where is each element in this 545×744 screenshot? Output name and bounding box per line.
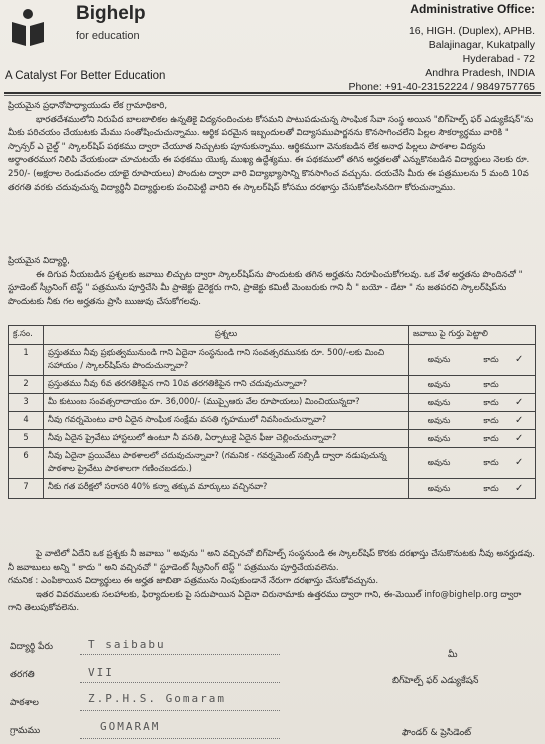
question-text: ప్రస్తుతము నీవు ప్రభుత్వమునుండి గాని ఏదైనా సంస్థనుండి గాని సంవత్సరమునకు రూ. 500/-లకు మించి సహాయం / స్కాలర్‌షిప్‌ను పొందుచున్నావా? xyxy=(44,345,409,376)
sign-founder: ఫౌండర్ & ప్రెసిడెంట్ xyxy=(402,728,472,738)
answer-cell[interactable] xyxy=(409,430,536,448)
question-number: 7 xyxy=(9,479,44,499)
eligibility-paragraph: పై వాటిలో ఏదేని ఒక ప్రశ్నకు నీ జవాబు " అవును " అని వచ్చినచో బిగ్‌హెల్ప్ సంస్థనుండి ఈ స్కాలర్‌షిప్ కొరకు దరఖాస్తు చేసుకొనుటకు నీవు అనర్హుడవు. నీ జవాబులు అన్ని " కాదు " అని వచ్చినచో " స్టూడెంట్ స్క్రీనింగ్ టెస్ట్ " పత్రమును పూర్తిచేయవలెను. xyxy=(8,549,536,573)
name-dotted-line xyxy=(80,654,280,655)
village-dotted-line xyxy=(80,738,280,739)
answer-no-option[interactable]: కాదు xyxy=(483,458,499,467)
questions-table xyxy=(8,325,536,499)
table-row xyxy=(9,376,536,394)
question-number: 1 xyxy=(9,345,44,376)
office-line: 16, HIGH. (Duplex), APHB. xyxy=(408,25,535,37)
office-line: Andhra Pradesh, INDIA xyxy=(425,67,535,79)
answer-cell[interactable] xyxy=(409,345,536,376)
answer-yes-option[interactable]: అవును xyxy=(427,415,451,425)
check-mark-icon: ✓ xyxy=(515,432,524,444)
check-mark-icon: ✓ xyxy=(515,414,524,426)
student-name-label: విద్యార్థి పేరు xyxy=(10,642,53,652)
office-address xyxy=(335,2,535,94)
col-answer-header: జవాబు పై గుర్తు పెట్టాలి xyxy=(409,326,536,345)
table-row xyxy=(9,479,536,499)
col-number-header: క్ర.సం. xyxy=(9,326,44,345)
intro-section xyxy=(8,100,536,195)
note-paragraph: గమనిక : ఎంపికాయిన విద్యార్థులు ఈ అర్హత జాబితా పత్రమును నింపుకుండానే నేరుగా దరఖాస్తు చేసుకోవచ్చును. xyxy=(8,576,379,587)
answer-yes-option[interactable]: అవును xyxy=(427,355,451,364)
answer-cell[interactable] xyxy=(409,376,536,394)
answer-no-option[interactable]: కాదు xyxy=(483,355,499,364)
answer-no-option[interactable]: కాదు xyxy=(483,397,499,407)
school-label: పాఠశాల xyxy=(10,698,39,708)
answer-no-option[interactable]: కాదు xyxy=(483,433,499,443)
office-title: Administrative Office: xyxy=(410,2,535,16)
question-number: 5 xyxy=(9,430,44,448)
check-mark-icon: ✓ xyxy=(515,396,524,408)
answer-no-option[interactable]: కాదు xyxy=(483,415,499,425)
school-dotted-line xyxy=(80,710,280,711)
salutation: ప్రియమైన ప్రధానోపాధ్యాయుడు లేక గ్రామాధికారి, xyxy=(8,101,168,111)
check-mark-icon: ✓ xyxy=(515,354,524,365)
answer-no-option[interactable]: కాదు xyxy=(483,379,499,389)
student-paragraph: ఈ దిగువ నీయబడిన ప్రశ్నలకు జవాబు లిచ్చుట ద్వారా స్కాలర్‌షిప్‌ను పొందుటకు తగిన అర్హతను నిరూపించుకోగలవు. ఒక వేళ అర్హతను పొందినచో " స్టూడెంట్ స్క్రీనింగ్ టెస్ట్ " పత్రమును పూర్తిచేసి మీ ప్రాజెక్టు డైరెక్టరు గాని, ప్రాజెక్టు కమిటీ మెంబరుకు గాని నీ " బయో - డేటా " ను జతపరచి స్కాలర్‌షిప్‌ను పొందుటకు నీకు గల అర్హతను ప్రాసి ఋజువు చేసుకోగలవు. xyxy=(8,269,523,307)
brand-subtitle: for education xyxy=(76,30,140,42)
tagline: A Catalyst For Better Education xyxy=(5,70,166,82)
sign-organisation: బిగ్‌హెల్ప్ ఫర్ ఎడ్యుకేషన్ xyxy=(392,676,479,686)
intro-paragraph: భారతదేశములోని నిరుపేద బాలబాలికల ఉన్నతికై విద్యనందించుట కోసమని పాటుపడుచున్న సాంఘిక సేవా సంస్థ అయిన "బిగ్‌హెల్ప్ ఫర్ ఎడ్యుకేషన్"ను మీకు పరిచయం చేయుటకు మేము సంతోషించుచున్నాము. ఆర్థిక పరమైన ఇబ్బందులతో విద్యాసముపార్జనను కొనసాగించలేని పిల్లల సౌకర్యార్ధము వారికి " స్పాన్సర్ ఎ చైల్డ్ " స్కాలర్‌షిప్ పథకము ద్వారా చేయూత నిచ్చుటకు పూనుకున్నాము. ఆర్థికముగా వెనుకబడిన లేక అనాధ పిల్లలు పాఠశాల విద్యను అర్ధాంతరముగ నిలిపి వేయకుండా చూచుటయే ఈ పథకము యొక్క ముఖ్య ఉద్దేశ్యము. ఈ పథకములో తగిన అర్హతలతో ఎన్నుకొనబడిన విద్యార్థులు నెలకు రూ. 250/- (అక్షరాల రెండువందల యాభై రూపాయలు) పొందుట ద్వారా వారి విద్యాభ్యాసాన్ని కొనసాగించ వచ్చును. దయచేసి మీరు ఈ పత్రములను 5 మంది 10వ తరగతి వరకు చదువుచున్న విద్యార్థినీ విద్యార్థులకు పంచిపెట్టి వారిని ఈ స్కాలర్‌షిప్ కోసము దరఖాస్తు చేసుకోవలసినదిగా కోరుచున్నాము. xyxy=(8,114,534,193)
check-mark-icon: ✓ xyxy=(515,482,524,494)
answer-yes-option[interactable]: అవును xyxy=(427,433,451,443)
table-row xyxy=(9,448,536,479)
school-value[interactable]: Z.P.H.S. Gomaram xyxy=(88,692,226,705)
answer-yes-option[interactable]: అవును xyxy=(427,397,451,407)
class-value[interactable]: VII xyxy=(88,666,114,679)
header-rule xyxy=(4,92,541,94)
question-number: 3 xyxy=(9,394,44,412)
student-name-value[interactable]: T saibabu xyxy=(88,638,166,651)
student-salutation: ప్రియమైన విద్యార్థి, xyxy=(8,256,70,266)
question-number: 6 xyxy=(9,448,44,479)
check-mark-icon: ✓ xyxy=(515,457,524,468)
question-text: నీవు గవర్నమెంటు వారి ఏదైన సాంఘిక సంక్షేమ వసతి గృహములో నివసించుచున్నావా? xyxy=(44,412,409,430)
table-row xyxy=(9,394,536,412)
table-row xyxy=(9,430,536,448)
student-section xyxy=(8,255,536,309)
question-number: 4 xyxy=(9,412,44,430)
footer-section xyxy=(8,548,536,616)
office-phone: Phone: +91-40-23152224 / 9849757765 xyxy=(348,81,535,93)
village-value[interactable]: GOMARAM xyxy=(100,720,161,733)
class-dotted-line xyxy=(80,682,280,683)
question-text: నీవు ఏదైన ప్రైవేటు హాస్టలులో ఉంటూ నీ వసతి, ఏర్పాటుకై ఏదైన ఫీజు చెల్లించుచున్నావా? xyxy=(44,430,409,448)
contact-paragraph: ఇతర వివరములకు సలహాలకు, ఫిర్యాదులకు పై సదుపాయిన ఏదైనా చిరునామాకు ఉత్తరము ద్వారా గాని, ఈ-మెయిల్ info@bighelp.org ద్వారా గాని తెలుపుకోవలెను. xyxy=(8,589,522,614)
logo-icon xyxy=(10,8,46,48)
office-line: Balajinagar, Kukatpally xyxy=(428,39,535,51)
answer-cell[interactable] xyxy=(409,412,536,430)
header-rule-thin xyxy=(4,95,541,96)
question-text: మీ కుటుంబ సంవత్సరాదాయం రూ. 36,000/- (ముప్పైఆరు వేల రూపాయలు) మించియున్నదా? xyxy=(44,394,409,412)
question-text: నీవు ఏదైనా ప్రయివేటు పాఠశాలలో చదువుచున్నావా? (గమనిక - గవర్నమెంట్ సబ్సిడీ ద్వారా నడుపుచున్న పాఠశాల ప్రైవేటు పాఠశాలగా గణించబడదు.) xyxy=(44,448,409,479)
col-question-header: ప్రశ్నలు xyxy=(44,326,409,345)
office-line: Hyderabad - 72 xyxy=(462,53,535,65)
class-label: తరగతి xyxy=(10,670,35,680)
answer-cell[interactable] xyxy=(409,448,536,479)
answer-cell[interactable] xyxy=(409,394,536,412)
question-text: ప్రస్తుతము నీవు 6వ తరగతికిపైన గాని 10వ తరగతికిపైన గాని చదువుచున్నావా? xyxy=(44,376,409,394)
answer-no-option[interactable]: కాదు xyxy=(483,483,499,493)
sign-yours: మీ xyxy=(448,650,458,660)
answer-yes-option[interactable]: అవును xyxy=(427,379,451,389)
answer-yes-option[interactable]: అవును xyxy=(427,483,451,493)
answer-yes-option[interactable]: అవును xyxy=(427,458,451,467)
question-number: 2 xyxy=(9,376,44,394)
answer-cell[interactable] xyxy=(409,479,536,499)
brand-name: Bighelp xyxy=(76,3,146,24)
village-label: గ్రామము xyxy=(10,726,41,736)
table-row xyxy=(9,412,536,430)
question-text: నీకు గత పరీక్షలో సరాసరి 40% కన్నా తక్కువ మార్కులు వచ్చినవా? xyxy=(44,479,409,499)
table-header-row xyxy=(9,326,536,345)
bighelp-logo xyxy=(10,4,72,50)
table-row xyxy=(9,345,536,376)
